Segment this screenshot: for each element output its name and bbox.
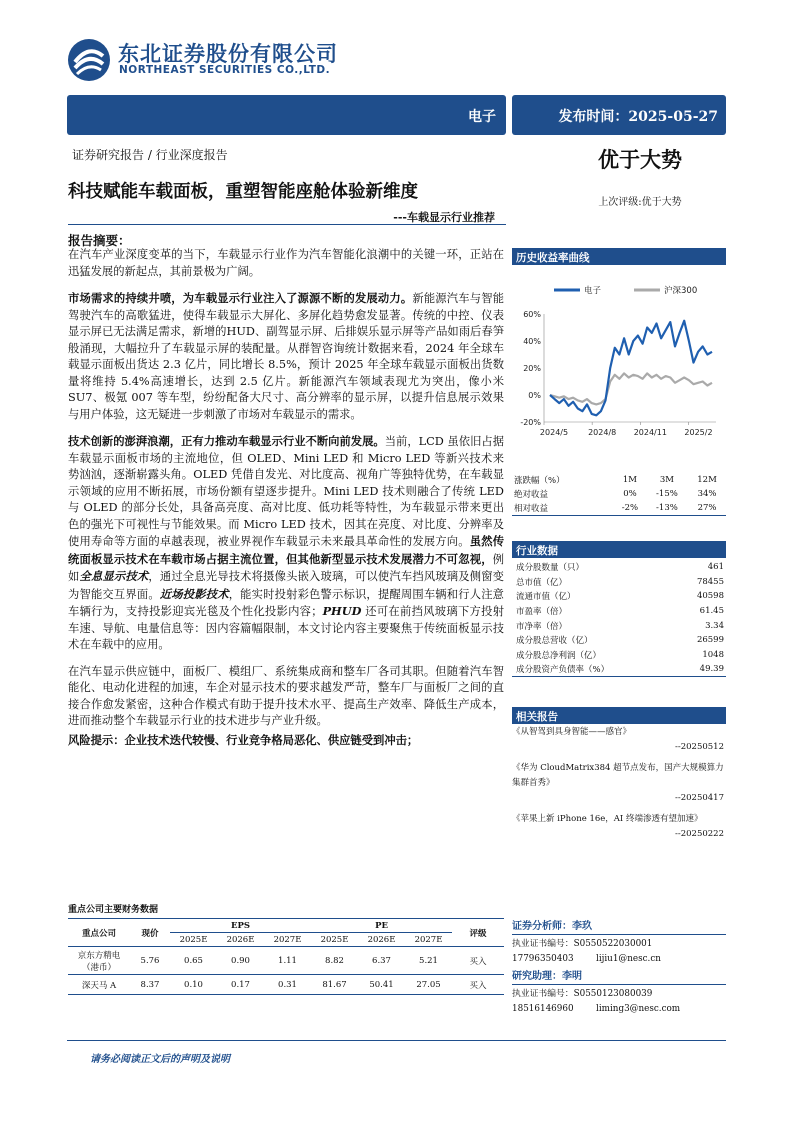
price-cell: 8.37 — [130, 975, 170, 995]
company-table-title: 重点公司主要财务数据 — [68, 905, 159, 915]
analyst-cert: 执业证书编号：S0550123080039 — [512, 989, 653, 999]
table-row — [512, 589, 726, 604]
legend-label: 电子 — [584, 286, 602, 296]
returns-table — [512, 473, 726, 516]
returns-value: -2% — [614, 501, 646, 515]
industry-section-title: 行业数据 — [512, 541, 726, 558]
returns-value: 34% — [697, 489, 717, 499]
year-header: 2027E — [405, 933, 452, 947]
industry-key: 成分股总营收（亿） — [516, 636, 593, 647]
industry-key: 成分股总净利润（亿） — [516, 650, 602, 661]
table-row — [512, 604, 726, 619]
industry-key: 市净率（倍） — [516, 621, 568, 632]
related-reports — [512, 725, 726, 848]
y-tick-label: 0% — [528, 391, 541, 400]
col-price: 现价 — [130, 919, 170, 947]
publish-date-bar — [512, 95, 726, 135]
value-cell: 0.65 — [170, 947, 217, 975]
year-header: 2026E — [358, 933, 405, 947]
year-header: 2027E — [264, 933, 311, 947]
y-tick-label: 40% — [523, 337, 541, 346]
industry-key: 市盈率（倍） — [516, 607, 568, 618]
table-row — [68, 947, 504, 975]
company-financial-table — [68, 918, 504, 995]
related-report-title[interactable]: 《从智驾到具身智能——感官》 — [512, 727, 632, 737]
company-name: 京东方精电 （港币） — [68, 947, 130, 975]
year-header: 2025E — [311, 933, 358, 947]
col-company: 重点公司 — [68, 919, 130, 947]
analyst-email[interactable]: lijiu1@nesc.cn — [596, 954, 661, 964]
analyst-phone: 17796350403 — [512, 954, 574, 964]
company-name-en: NORTHEAST SECURITIES CO.,LTD. — [119, 64, 331, 76]
industry-value: 78455 — [696, 576, 724, 587]
returns-header: 12M — [697, 475, 717, 485]
footer-disclaimer: 请务必阅读正文后的声明及说明 — [90, 1054, 230, 1065]
related-report-date: --20250417 — [674, 793, 724, 803]
summary-paragraph: 技术创新的澎湃浪潮，正有力推动车载显示行业不断向前发展。当前，LCD 虽依旧占据车载显示面板市场的主流地位，但 OLED、Mini LED 和 Micro LED 等新兴技术来势汹汹，逐渐崭露头角。OLED 凭借自发光、对比度高、视角广等独特优势，在车载显示领域的应用不断拓展，市场份额有望逐步提升。Mini LED 技术则融合了传统 LED 与 OLED 的部分长处，具备高亮度、高对比度、低功耗等特性，为车载显示带来更出色的强光下可视性与节能效果。而 Micro LED 技术，因其在亮度、对比度、分辨率及使用寿命等方面的卓越表现，被业界视作车载显示未来最具革命性的发展方向。虽然传统面板显示技术在车载市场占据主流位置，但其他新型显示技术发展潜力不可忽视，例如全息显示技术，通过全息光导技术将摄像头嵌入玻璃，可以使汽车挡风玻璃及侧窗变为智能交互界面。近场投影技术，能实时投射彩色警示标识，提醒周围车辆和行人注意车辆行为，支持投影迎宾光毯及个性化投影内容；PHUD 还可在前挡风玻璃下方投射车速、导航、电量信息等：因内容篇幅限制，本文讨论内容主要聚焦于传统面板显示技术在车载中的应用。 — [68, 434, 504, 651]
series-line — [550, 373, 712, 404]
related-section-title: 相关报告 — [512, 707, 726, 724]
x-tick-label: 2025/2 — [684, 428, 713, 437]
rating: 优于大势 — [598, 147, 682, 172]
summary-paragraph: 市场需求的持续井喷，为车载显示行业注入了源源不断的发展动力。新能源汽车与智能驾驶汽车的高歌猛进，使得车载显示大屏化、多屏化趋势愈发显著。传统的中控、仪表显示屏已无法满足需求，新增的HUD、副驾显示屏、后排娱乐显示屏等产品如雨后春笋般涌现，大幅拉升了车载显示屏的装配量。从群智咨询统计数据来看，2024 年全球车载显示面板出货达 2.3 亿片，同比增长 8.5%，预计 2025 年全球车载显示面板出货数量将维持 5.4%高速增长，达到 2.5 亿片。新能源汽车领域表现尤为突出，像小米 SU7、极氪 007 等车型，纷纷配备大尺寸、高分辨率的显示屏，以提升信息展示效果与用户体验，这无疑进一步刺激了市场对车载显示的需求。 — [68, 291, 504, 421]
table-row — [512, 560, 726, 575]
industry-table — [512, 560, 726, 677]
value-cell: 0.17 — [217, 975, 264, 995]
y-tick-label: 60% — [523, 310, 541, 319]
col-eps: EPS — [170, 919, 311, 933]
industry-value: 3.34 — [705, 620, 724, 631]
table-row — [68, 975, 504, 995]
related-report-date: --20250222 — [674, 829, 724, 839]
value-cell: 0.31 — [264, 975, 311, 995]
rating-cell: 买入 — [452, 975, 504, 995]
returns-header: 3M — [659, 475, 674, 485]
industry-key: 流通市值（亿） — [516, 592, 576, 603]
returns-value: 27% — [688, 501, 726, 515]
analyst-role: 研究助理：李明 — [512, 969, 726, 985]
return-chart — [512, 268, 726, 448]
returns-header: 1M — [622, 475, 637, 485]
summary-paragraph: 在汽车显示供应链中，面板厂、模组厂、系统集成商和整车厂各司其职。但随着汽车智能化、电动化进程的加速，车企对显示技术的要求越发严苛，整车厂与面板厂之间的直接合作愈发紧密，这种合作模式有助于提升技术水平、提高生产效率、降低生产成本，进而推动整个车载显示行业的技术进步与产业升级。 — [68, 664, 504, 727]
industry-key: 成分股数量（只） — [516, 563, 585, 574]
table-row — [512, 633, 726, 648]
analyst-contact — [512, 1002, 726, 1017]
related-report-title[interactable]: 《华为 CloudMatrix384 超节点发布，国产大规模算力集群首秀》 — [512, 763, 724, 788]
col-pe: PE — [311, 919, 452, 933]
summary-label: 报告摘要： — [68, 233, 131, 248]
summary-paragraph: 在汽车产业深度变革的当下，车载显示行业作为汽车智能化浪潮中的关键一环，正站在迅猛发展的新起点，其前景极为广阔。 — [68, 248, 504, 278]
risk-note: 风险提示：企业技术迭代较慢、行业竞争格局恶化、供应链受到冲击； — [68, 732, 419, 747]
related-report-date: --20250512 — [674, 742, 724, 752]
legend-label: 沪深300 — [664, 286, 698, 296]
industry-value: 26599 — [696, 635, 724, 646]
value-cell: 0.90 — [217, 947, 264, 975]
x-tick-label: 2024/5 — [539, 428, 569, 437]
company-name-cn: 东北证券股份有限公司 — [118, 42, 338, 66]
table-row — [512, 662, 726, 677]
report-title: 科技赋能车载面板，重塑智能座舱体验新维度 — [68, 182, 418, 202]
related-report-title[interactable]: 《苹果上新 iPhone 16e，AI 终端渗透有望加速》 — [512, 814, 703, 824]
table-row — [512, 487, 726, 501]
industry-key: 总市值（亿） — [516, 577, 568, 588]
sector-label: 电子 — [468, 109, 496, 125]
publish-date: 发布时间：2025-05-27 — [558, 109, 718, 125]
report-type: 证券研究报告 / 行业深度报告 — [72, 148, 228, 162]
company-logo-icon — [67, 38, 111, 82]
industry-value: 61.45 — [699, 606, 724, 617]
related-report-item[interactable] — [512, 761, 726, 806]
table-row — [512, 618, 726, 633]
y-tick-label: 20% — [523, 364, 541, 373]
col-rating: 评级 — [452, 919, 504, 947]
analyst-block — [512, 919, 726, 1017]
table-row — [512, 575, 726, 590]
previous-rating: 上次评级:优于大势 — [598, 197, 682, 208]
analyst-contact — [512, 952, 726, 967]
returns-value: -15% — [656, 489, 678, 499]
summary-body — [68, 247, 504, 759]
year-header: 2026E — [217, 933, 264, 947]
divider — [68, 224, 506, 225]
value-cell: 5.21 — [405, 947, 452, 975]
returns-value: -13% — [646, 501, 688, 515]
x-tick-label: 2024/11 — [633, 428, 667, 437]
company-name: 深天马 A — [68, 975, 130, 995]
series-line — [550, 321, 712, 416]
value-cell: 0.10 — [170, 975, 217, 995]
value-cell: 27.05 — [405, 975, 452, 995]
value-cell: 50.41 — [358, 975, 405, 995]
returns-value: 0% — [623, 489, 637, 499]
x-tick-label: 2024/8 — [588, 428, 617, 437]
report-subtitle: ---车载显示行业推荐 — [393, 211, 495, 224]
industry-key: 成分股资产负债率（%） — [512, 662, 677, 677]
returns-label: 绝对收益 — [514, 490, 549, 500]
price-cell: 5.76 — [130, 947, 170, 975]
value-cell: 6.37 — [358, 947, 405, 975]
rating-cell: 买入 — [452, 947, 504, 975]
year-header: 2025E — [170, 933, 217, 947]
analyst-cert: 执业证书编号：S0550522030001 — [512, 939, 653, 949]
footer-divider — [67, 1040, 726, 1041]
value-cell: 1.11 — [264, 947, 311, 975]
sector-bar — [67, 95, 506, 135]
industry-value: 40598 — [696, 591, 724, 602]
industry-value: 1048 — [702, 649, 724, 660]
industry-value: 49.39 — [677, 662, 726, 677]
returns-label: 相对收益 — [512, 501, 614, 515]
returns-header: 涨跌幅（%） — [514, 476, 565, 486]
related-report-item[interactable] — [512, 725, 726, 755]
analyst-phone: 18516146960 — [512, 1004, 574, 1014]
analyst-role: 证券分析师：李玖 — [512, 919, 726, 935]
value-cell: 8.82 — [311, 947, 358, 975]
table-row — [512, 501, 726, 515]
industry-value: 461 — [707, 562, 724, 573]
table-row — [512, 648, 726, 663]
chart-section-title: 历史收益率曲线 — [512, 248, 726, 265]
related-report-item[interactable] — [512, 812, 726, 842]
y-tick-label: -20% — [520, 418, 541, 427]
analyst-email[interactable]: liming3@nesc.com — [596, 1004, 681, 1014]
value-cell: 81.67 — [311, 975, 358, 995]
